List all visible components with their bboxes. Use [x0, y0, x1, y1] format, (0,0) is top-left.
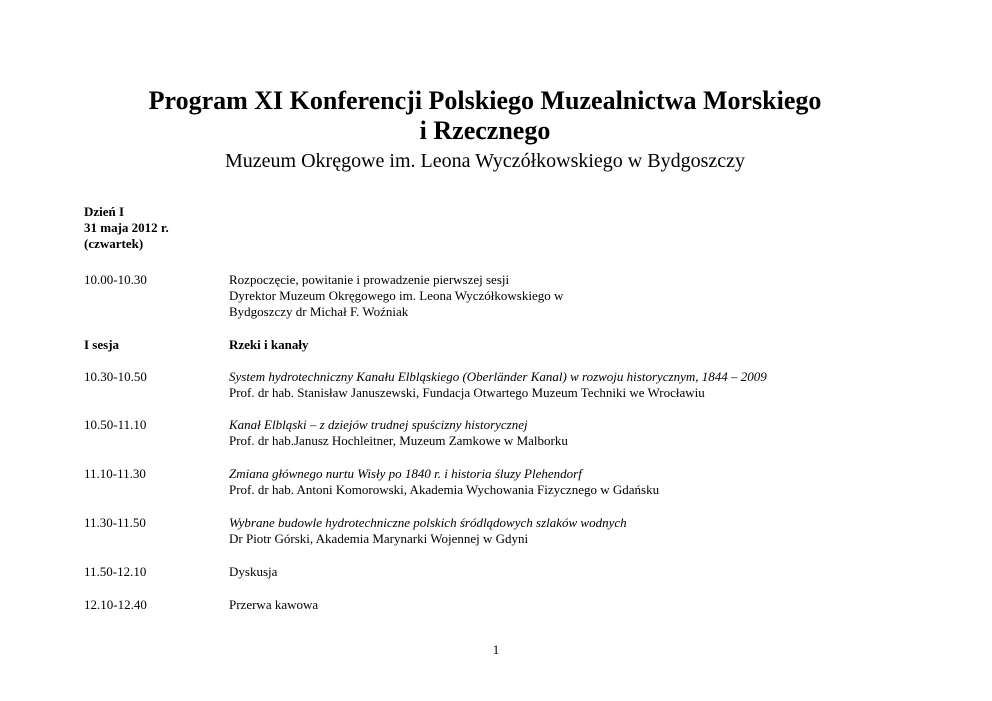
- day-label: Dzień I: [84, 204, 125, 219]
- speaker: Prof. dr hab. Stanisław Januszewski, Fundacja Otwartego Muzeum Techniki we Wrocławiu: [229, 385, 705, 400]
- schedule-label: Dyskusja: [229, 564, 278, 579]
- day-date: 31 maja 2012 r.: [84, 220, 169, 235]
- schedule-label: Przerwa kawowa: [229, 597, 319, 612]
- opening-line: Rozpoczęcie, powitanie i prowadzenie pierwszej sesji: [229, 272, 510, 287]
- schedule-time: 10.00-10.30: [84, 272, 147, 287]
- schedule-time: 11.10-11.30: [84, 466, 146, 481]
- talk-title: System hydrotechniczny Kanału Elbląskiego (Oberländer Kanal) w rozwoju historycznym, 1844 – 2009: [229, 369, 767, 384]
- day-weekday: (czwartek): [84, 236, 144, 251]
- speaker: Prof. dr hab. Antoni Komorowski, Akademia Wychowania Fizycznego w Gdańsku: [229, 482, 660, 497]
- session-label: I sesja: [84, 337, 120, 352]
- page-title-line-1: Program XI Konferencji Polskiego Muzealnictwa Morskiego: [148, 86, 822, 115]
- page-subtitle: Muzeum Okręgowe im. Leona Wyczółkowskiego w Bydgoszczy: [225, 150, 745, 172]
- page-title-line-2: i Rzecznego: [419, 116, 551, 145]
- schedule-content: [229, 417, 849, 449]
- page-number: 1: [492, 642, 500, 657]
- schedule-content: [229, 466, 849, 498]
- schedule-time: 10.50-11.10: [84, 417, 147, 432]
- schedule-time: 10.30-10.50: [84, 369, 147, 384]
- day-header: [84, 204, 169, 252]
- schedule-content: [229, 272, 849, 320]
- schedule-content: [229, 515, 849, 547]
- schedule-content: [229, 369, 849, 401]
- opening-line: Dyrektor Muzeum Okręgowego im. Leona Wyczółkowskiego w: [229, 288, 564, 303]
- talk-title: Kanał Elbląski – z dziejów trudnej spuścizny historycznej: [229, 417, 528, 432]
- speaker: Dr Piotr Górski, Akademia Marynarki Wojennej w Gdyni: [229, 531, 529, 546]
- schedule-time: 11.30-11.50: [84, 515, 146, 530]
- schedule-time: 12.10-12.40: [84, 597, 147, 612]
- talk-title: Wybrane budowle hydrotechniczne polskich śródlądowych szlaków wodnych: [229, 515, 627, 530]
- schedule-time: 11.50-12.10: [84, 564, 147, 579]
- talk-title: Zmiana głównego nurtu Wisły po 1840 r. i historia śluzy Plehendorf: [229, 466, 582, 481]
- opening-line: Bydgoszczy dr Michał F. Woźniak: [229, 304, 409, 319]
- session-title: Rzeki i kanały: [229, 337, 309, 352]
- speaker: Prof. dr hab.Janusz Hochleitner, Muzeum Zamkowe w Malborku: [229, 433, 568, 448]
